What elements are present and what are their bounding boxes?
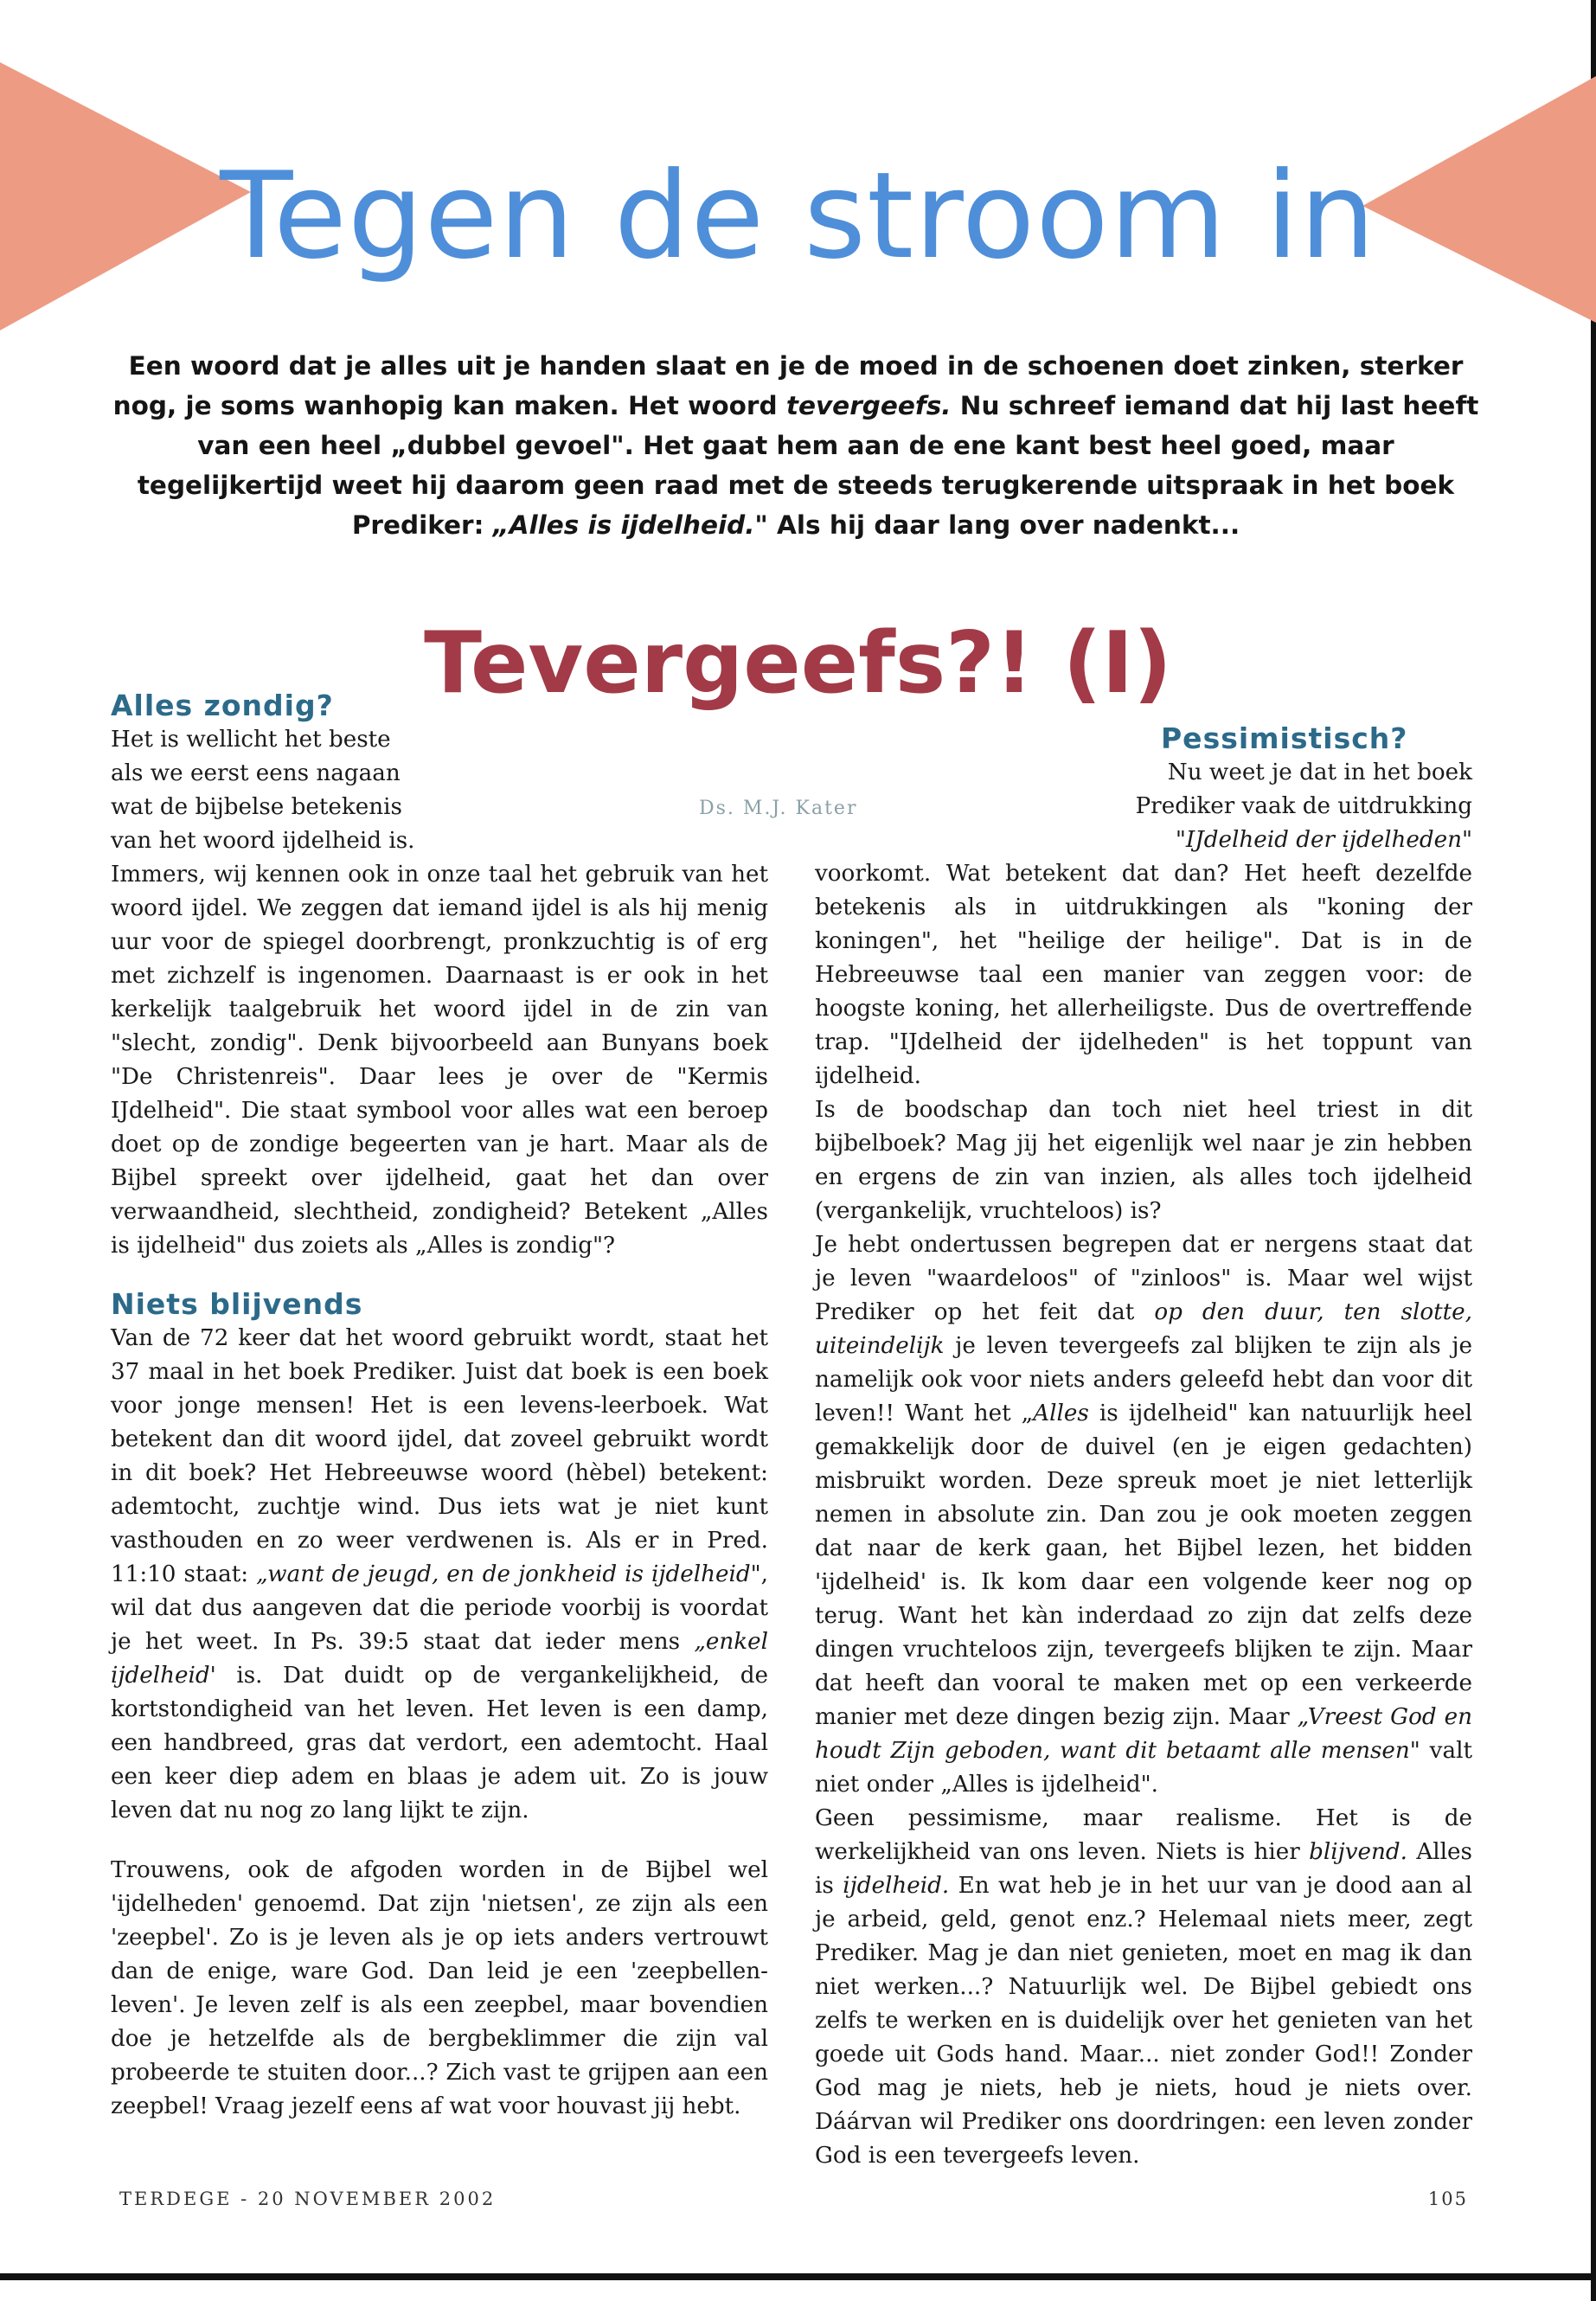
paragraph: Trouwens, ook de afgoden worden in de Bijbel wel 'ijdelheden' genoemd. Dat zijn 'nietsen', ze zijn als een 'zeepbel'. Zo is je leven als je op iets anders vertrouwt dan de enige, ware God. Dan leid je een 'zeepbellen-leven'. Je leven zelf is als een zeepbel, maar bovendien doe je hetzelfde als de bergbeklimmer die zijn val probeerde te stuiten door...? Zich vast te grijpen aan een zeepbel! Vraag jezelf eens af wat voor houvast jij hebt.: [111, 1857, 768, 2119]
paragraph: Geen pessimisme, maar realisme. Het is de werkelijkheid van ons leven. Niets is hier blijvend. Alles is ijdelheid. En wat heb je in het uur van je dood aan al je arbeid, geld, genot enz.? Helemaal niets meer, zegt Prediker. Mag je dan niet genieten, moet en mag ik dan niet werken...? Natuurlijk wel. De Bijbel gebiedt ons zelfs te werken en is duidelijk over het genieten van het goede uit Gods hand. Maar... niet zonder God!! Zonder God mag je niets, heb je niets, houd je niets over. Dáárvan wil Prediker ons doordringen: een leven zonder God is een tevergeefs leven.: [815, 1805, 1473, 2169]
paragraph-intro-narrow: Het is wellicht het beste als we eerst eens nagaan wat de bijbelse betekenis van het woord ijdelheid is.: [111, 727, 415, 854]
heading-pessimistisch: Pessimistisch?: [1161, 721, 1408, 755]
page-edge-rule: [1591, 0, 1596, 2301]
paragraph: Je hebt ondertussen begrepen dat er nergens staat dat je leven "waardeloos" of "zinloos" is. Maar wel wijst Prediker op het feit dat op den duur, ten slotte, uiteindelijk je leven tevergeefs zal blijken te zijn als je namelijk ook voor niets anders geleefd hebt dan voor dit leven!! Want het „Alles is ijdelheid" kan natuurlijk heel gemakkelijk door de duivel (en je eigen gedachten) misbruikt worden. Deze spreuk moet je niet letterlijk nemen in absolute zin. Dan zou je ook moeten zeggen dat naar de kerk gaan, het Bijbel lezen, het bidden 'ijdelheid' is. Ik kom daar een volgende keer nog op terug. Want het kàn inderdaad zo zijn dat zelfs deze dingen vruchteloos zijn, tevergeefs blijken te zijn. Maar dat heeft dan vooral te maken met op een verkeerde manier met deze dingen bezig zijn. Maar „Vreest God en houdt Zijn geboden, want dit betaamt alle mensen" valt niet onder „Alles is ijdelheid".: [815, 1232, 1472, 1798]
right-column: [815, 721, 1472, 2173]
bottom-rule: [0, 2273, 1596, 2280]
header-title: Tegen de stroom in: [220, 146, 1376, 285]
author-byline: Ds. M.J. Kater: [699, 798, 858, 819]
intro-paragraph: Een woord dat je alles uit je handen slaat en je de moed in de schoenen doet zinken, sterker nog, je soms wanhopig kan maken. Het woord tevergeefs. Nu schreef iemand dat hij last heeft van een heel „dubbel gevoel". Het gaat hem aan de ene kant best heel goed, maar tegelijkertijd weet hij daarom geen raad met de steeds terugkerende uitspraak in het boek Prediker: „Alles is ijdelheid." Als hij daar lang over nadenkt...: [112, 351, 1479, 540]
left-column: [111, 689, 768, 2124]
heading-niets-blijvends: Niets blijvends: [111, 1287, 363, 1321]
paragraph: Nu weet je dat in het boek Prediker vaak de uitdrukking "IJdelheid der ijdelheden" voorkomt. Wat betekent dat dan? Het heeft dezelfde betekenis als in uitdrukkingen als "koning der koningen", het "heilige der heilige". Dat is in de Hebreeuwse taal een manier van zeggen voor: de hoogste koning, het allerheiligste. Dus de overtreffende trap. "IJdelheid der ijdelheden" is het toppunt van ijdelheid.: [815, 756, 1472, 1093]
paragraph: Is de boodschap dan toch niet heel triest in dit bijbelboek? Mag jij het eigenlijk wel naar je zin hebben en ergens de zin van inzien, als alles toch ijdelheid (vergankelijk, vruchteloos) is?: [815, 1097, 1472, 1224]
paragraph-lead-in: Nu weet je dat in het boek Prediker vaak de uitdrukking "IJdelheid der ijdelheden": [1135, 760, 1472, 853]
footer-page-number: 105: [1427, 2189, 1468, 2209]
paragraph: Van de 72 keer dat het woord gebruikt wordt, staat het 37 maal in het boek Prediker. Juist dat boek is een boek voor jonge mensen! Het is een levens-leerboek. Wat betekent dan dit woord ijdel, dat zoveel gebruikt wordt in dit boek? Het Hebreeuwse woord (hèbel) betekent: ademtocht, zuchtje wind. Dus iets wat je niet kunt vasthouden en zo weer verdwenen is. Als er in Pred. 11:10 staat: „want de jeugd, en de jonkheid is ijdelheid", wil dat dus aangeven dat die periode voorbij is voordat je het weet. In Ps. 39:5 staat dat ieder mens „enkel ijdelheid' is. Dat duidt op de vergankelijkheid, de kortstondigheid van het leven. Het leven is een damp, een handbreed, gras dat verdort, een ademtocht. Haal een keer diep adem en blaas je adem uit. Zo is jouw leven dat nu nog zo lang lijkt te zijn.: [111, 1325, 768, 1823]
paragraph: Immers, wij kennen ook in onze taal het gebruik van het woord ijdel. We zeggen dat iemand ijdel is als hij menig uur voor de spiegel doorbrengt, pronkzuchtig is of erg met zichzelf is ingenomen. Daarnaast is er ook in het kerkelijk taalgebruik het woord ijdel in de zin van "slecht, zondig". Denk bijvoorbeeld aan Bunyans boek "De Christenreis". Daar lees je over de "Kermis IJdelheid". Die staat symbool voor alles wat een beroep doet op de zondige begeerten van je hart. Maar als de Bijbel spreekt over ijdelheid, gaat het dan over verwaandheid, slechtheid, zondigheid? Betekent „Alles is ijdelheid" dus zoiets als „Alles is zondig"?: [111, 862, 768, 1259]
footer-publication: TERDEGE - 20 NOVEMBER 2002: [119, 2189, 497, 2209]
article-title: Tevergeefs?! (I): [424, 614, 1172, 713]
heading-alles-zondig: Alles zondig?: [111, 689, 334, 722]
